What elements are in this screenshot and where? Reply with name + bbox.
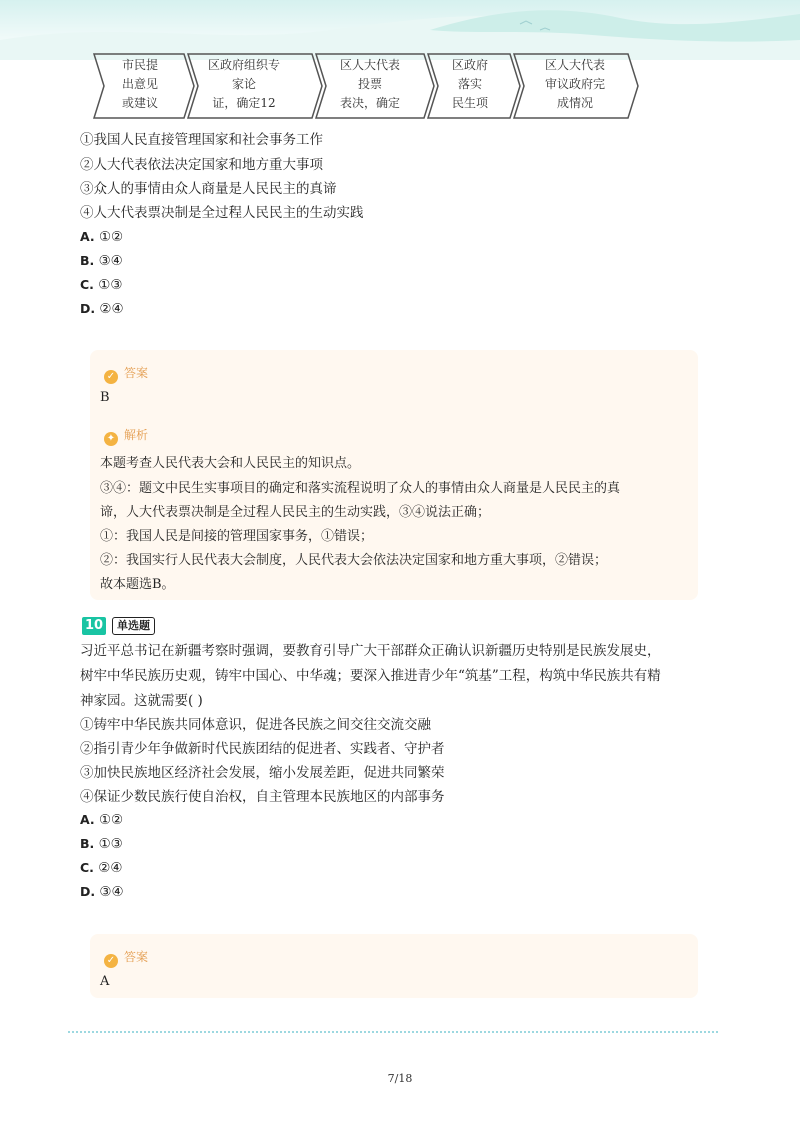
q9-statement-2: ②人大代表依法决定国家和地方重大事项 — [80, 157, 323, 173]
option-key: A. — [80, 812, 95, 827]
flow-step-5: 区人大代表 审议政府完 成情况 — [544, 58, 605, 110]
q10-statement-1: ①铸牢中华民族共同体意识，促进各民族之间交往交流交融 — [80, 717, 431, 733]
q9-option-c[interactable] — [80, 277, 122, 293]
q9-option-a[interactable] — [80, 229, 123, 245]
q10-option-d[interactable] — [80, 884, 124, 900]
q10-answer: A — [100, 974, 110, 989]
option-text: ②④ — [98, 860, 123, 876]
q9-option-d[interactable] — [80, 301, 124, 317]
flow-step-1: 市民提 出意见 或建议 — [121, 58, 158, 110]
q10-answer-box — [90, 934, 698, 998]
option-key: B. — [80, 836, 95, 851]
option-text: ③④ — [98, 253, 123, 269]
analysis-line: 本题考查人民代表大会和人民民主的知识点。 — [100, 456, 361, 471]
q10-statement-2: ②指引青少年争做新时代民族团结的促进者、实践者、守护者 — [80, 741, 445, 757]
q10-stem-line: 神家园。这就需要( ) — [80, 693, 203, 709]
check-icon: ✓ — [104, 370, 118, 384]
option-text: ①③ — [98, 277, 123, 293]
analysis-line: ①：我国人民是间接的管理国家事务，①错误； — [100, 529, 374, 544]
q9-option-b[interactable] — [80, 253, 123, 269]
q10-option-c[interactable] — [80, 860, 122, 876]
flow-step-4: 区政府 落实 民生项 — [451, 58, 488, 110]
q9-answer-box — [90, 350, 698, 600]
q10-stem-line: 树牢中华民族历史观，铸牢中国心、中华魂；要深入推进青少年“筑基”工程，构筑中华民族共有精 — [80, 668, 661, 684]
q10-option-a[interactable] — [80, 812, 123, 828]
option-key: D. — [80, 884, 96, 899]
footer-divider — [68, 1031, 718, 1033]
q9-answer: B — [100, 390, 110, 405]
analysis-heading: ✦ 解析 — [104, 426, 148, 446]
flow-step-2: 区政府组织专 家论 证，确定12 — [207, 58, 280, 110]
page-number: 7/18 — [387, 1072, 413, 1085]
option-key: C. — [80, 860, 94, 875]
analysis-line: 故本题选B。 — [100, 577, 175, 592]
q10-stem-line: 习近平总书记在新疆考察时强调，要教育引导广大干部群众正确认识新疆历史特别是民族发展史， — [80, 643, 661, 659]
answer-heading: ✓ 答案 — [104, 948, 148, 968]
option-key: B. — [80, 253, 95, 268]
option-key: D. — [80, 301, 96, 316]
analysis-line: ②：我国实行人民代表大会制度，人民代表大会依法决定国家和地方重大事项，②错误； — [100, 553, 608, 568]
option-text: ①② — [98, 812, 124, 828]
option-text: ③④ — [99, 884, 124, 900]
q9-statement-3: ③众人的事情由众人商量是人民民主的真谛 — [80, 181, 337, 197]
lightbulb-icon: ✦ — [104, 432, 118, 446]
option-text: ①② — [98, 229, 124, 245]
question-type-badge: 单选题 — [112, 617, 155, 635]
flow-step-3: 区人大代表 投票 表决，确定 — [339, 58, 400, 110]
option-text: ①③ — [98, 836, 123, 852]
option-key: A. — [80, 229, 95, 244]
q10-statement-4: ④保证少数民族行使自治权，自主管理本民族地区的内部事务 — [80, 789, 445, 805]
q9-statement-4: ④人大代表票决制是全过程人民民主的生动实践 — [80, 205, 364, 221]
option-key: C. — [80, 277, 94, 292]
answer-heading: ✓ 答案 — [104, 364, 148, 384]
option-text: ②④ — [99, 301, 124, 317]
q10-statement-3: ③加快民族地区经济社会发展，缩小发展差距，促进共同繁荣 — [80, 765, 445, 781]
q10-option-b[interactable] — [80, 836, 123, 852]
analysis-line: 谛，人大代表票决制是全过程人民民主的生动实践，③④说法正确； — [100, 505, 491, 520]
q9-statement-1: ①我国人民直接管理国家和社会事务工作 — [80, 132, 323, 148]
check-icon: ✓ — [104, 954, 118, 968]
question-number: 10 — [82, 617, 106, 635]
analysis-line: ③④：题文中民生实事项目的确定和落实流程说明了众人的事情由众人商量是人民民主的真 — [100, 481, 621, 496]
